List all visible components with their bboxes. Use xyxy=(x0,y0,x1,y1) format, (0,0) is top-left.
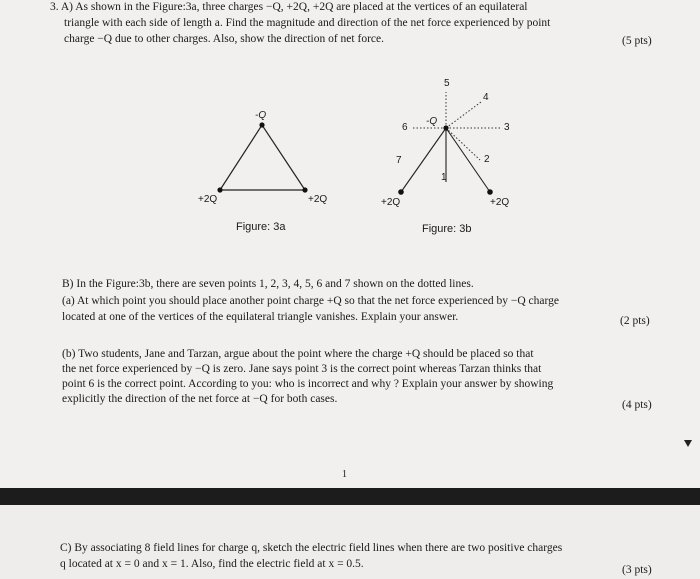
fig3a-left-charge-label: +2Q xyxy=(198,194,218,205)
fig3b-caption: Figure: 3b xyxy=(422,223,472,235)
fig3a-caption: Figure: 3a xyxy=(236,221,286,233)
part-b-b-line2: the net force experienced by −Q is zero. Jane says point 3 is the correct point whereas Tarzan thinks that xyxy=(62,363,542,375)
part-c-line1: C) By associating 8 field lines for charge q, sketch the electric field lines when there are two positive charges xyxy=(60,542,563,554)
part-b-b-line3: point 6 is the correct point. According to you: who is incorrect and why ? Explain your answer by showing xyxy=(62,378,554,390)
fig3b-point-4: 4 xyxy=(483,92,489,103)
part-b-a-line2: located at one of the vertices of the equilateral triangle vanishes. Explain your answer. xyxy=(62,311,459,323)
figure-3b-drawing xyxy=(398,92,500,195)
part-b-b-line1: (b) Two students, Jane and Tarzan, argue about the point where the charge +Q should be placed so that xyxy=(62,348,534,360)
part-b-b-points: (4 pts) xyxy=(622,399,652,411)
fig3b-center-charge-label: -Q xyxy=(426,116,438,127)
figure-3a-triangle xyxy=(217,122,307,192)
q3-header-points: (5 pts) xyxy=(622,35,652,47)
cursor-marker xyxy=(684,440,692,447)
part-c-line2: q located at x = 0 and x = 1. Also, find the electric field at x = 0.5. xyxy=(60,558,364,570)
page-number: 1 xyxy=(342,469,347,480)
fig3b-center-charge-dot xyxy=(443,125,448,130)
fig3b-point-6: 6 xyxy=(402,122,408,133)
fig3b-left-charge-dot xyxy=(398,189,404,195)
fig3a-top-charge-label: -Q xyxy=(255,110,267,121)
fig3b-right-charge-dot xyxy=(487,189,493,195)
fig3b-point-5: 5 xyxy=(444,78,450,89)
fig3a-left-charge-dot xyxy=(217,187,222,192)
part-b-b-line4: explicitly the direction of the net force at −Q for both cases. xyxy=(62,393,338,405)
fig3a-right-charge-dot xyxy=(302,187,307,192)
fig3b-point-7: 7 xyxy=(396,155,402,166)
part-b-intro: B) In the Figure:3b, there are seven points 1, 2, 3, 4, 5, 6 and 7 shown on the dotted lines. xyxy=(62,278,474,290)
fig3b-point-3: 3 xyxy=(504,122,510,133)
part-b-a-line1: (a) At which point you should place another point charge +Q so that the net force experienced by −Q charge xyxy=(62,295,559,307)
fig3b-point-1: 1 xyxy=(441,172,447,183)
page-divider-band xyxy=(0,488,700,505)
fig3a-top-charge-dot xyxy=(259,122,264,127)
q3-header-line3: charge −Q due to other charges. Also, show the direction of net force. xyxy=(64,33,384,45)
fig3a-right-charge-label: +2Q xyxy=(308,194,328,205)
fig3b-point-2: 2 xyxy=(484,154,490,165)
q3-header-line1: 3. A) As shown in the Figure:3a, three charges −Q, +2Q, +2Q are placed at the vertices of an equilateral xyxy=(50,1,528,13)
q3-header-line2: triangle with each side of length a. Find the magnitude and direction of the net force experienced by point xyxy=(64,17,551,29)
part-c-points: (3 pts) xyxy=(622,564,652,576)
part-b-a-points: (2 pts) xyxy=(620,315,650,327)
fig3b-left-charge-label: +2Q xyxy=(381,197,401,208)
fig3b-right-charge-label: +2Q xyxy=(490,197,510,208)
